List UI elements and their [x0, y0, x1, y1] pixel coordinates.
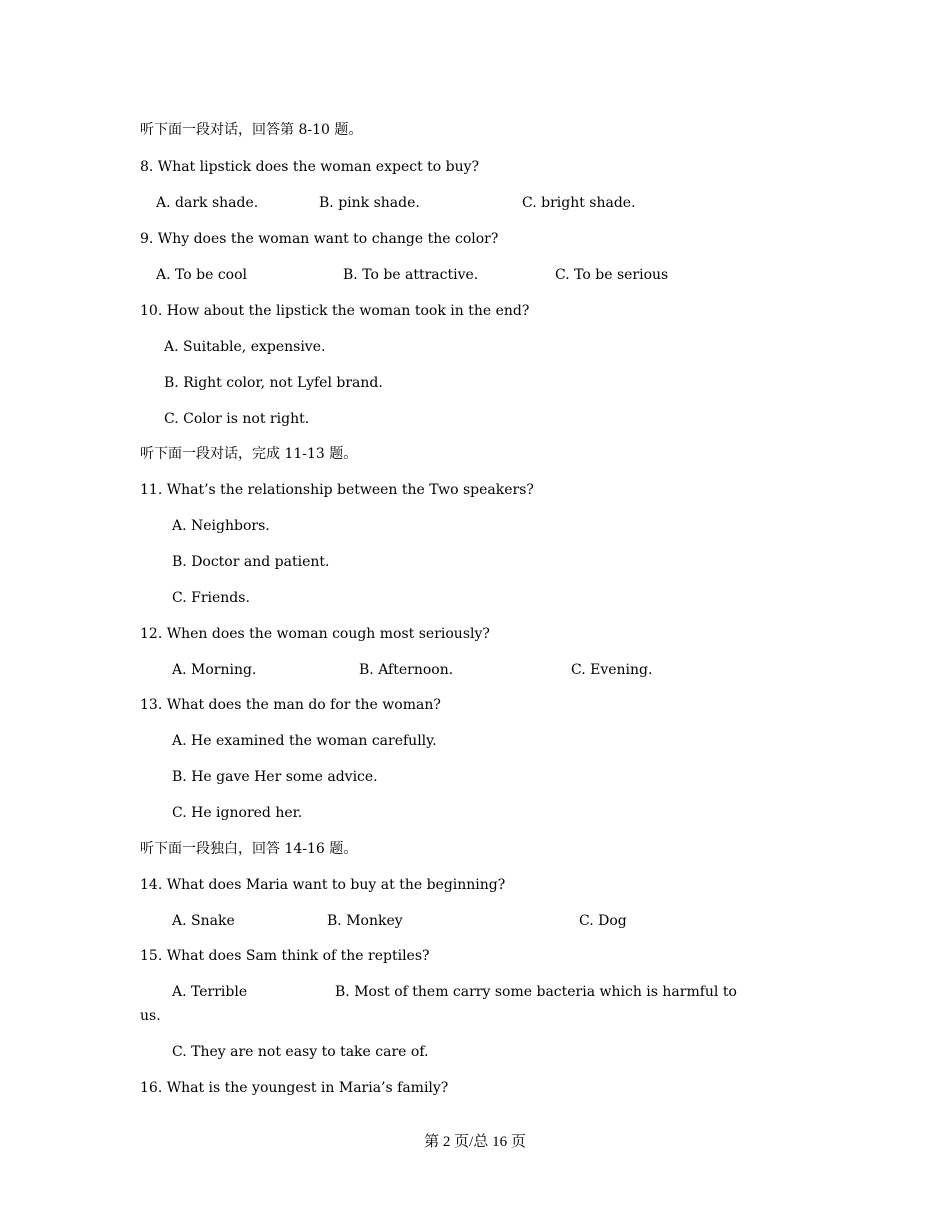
question-16: 16. What is the youngest in Maria’s family?	[140, 1080, 449, 1096]
q9-option-a: A. To be cool	[156, 267, 248, 283]
question-15: 15. What does Sam think of the reptiles?	[140, 948, 430, 964]
q12-option-c: C. Evening.	[571, 662, 653, 678]
q15-option-c: C. They are not easy to take care of.	[172, 1044, 429, 1060]
q14-option-a: A. Snake	[172, 913, 235, 929]
q14-option-c: C. Dog	[579, 913, 627, 929]
q11-option-a: A. Neighbors.	[172, 518, 270, 534]
q8-option-c: C. bright shade.	[522, 195, 636, 211]
q12-option-b: B. Afternoon.	[359, 662, 454, 678]
question-8: 8. What lipstick does the woman expect to buy?	[140, 159, 480, 175]
question-10: 10. How about the lipstick the woman took in the end?	[140, 303, 530, 319]
q8-option-a: A. dark shade.	[156, 195, 259, 211]
q10-option-a: A. Suitable, expensive.	[164, 339, 326, 355]
q12-option-a: A. Morning.	[172, 662, 257, 678]
page-footer: 第 2 页/总 16 页	[424, 1134, 526, 1150]
section-heading-14-16: 听下面一段独白，回答 14-16 题。	[140, 841, 358, 857]
section-heading-8-10: 听下面一段对话，回答第 8-10 题。	[140, 122, 363, 138]
q14-option-b: B. Monkey	[327, 913, 403, 929]
question-12: 12. When does the woman cough most seriously?	[140, 626, 490, 642]
q11-option-c: C. Friends.	[172, 590, 250, 606]
q13-option-a: A. He examined the woman carefully.	[172, 733, 437, 749]
q10-option-b: B. Right color, not Lyfel brand.	[164, 375, 383, 391]
question-9: 9. Why does the woman want to change the color?	[140, 231, 499, 247]
q15-option-b-continued: us.	[140, 1008, 161, 1024]
q10-option-c: C. Color is not right.	[164, 411, 310, 427]
q15-option-a: A. Terrible	[172, 984, 248, 1000]
q11-option-b: B. Doctor and patient.	[172, 554, 330, 570]
q9-option-c: C. To be serious	[555, 267, 669, 283]
section-heading-11-13: 听下面一段对话，完成 11-13 题。	[140, 446, 358, 462]
question-11: 11. What’s the relationship between the Two speakers?	[140, 482, 534, 498]
question-13: 13. What does the man do for the woman?	[140, 697, 441, 713]
q15-option-b: B. Most of them carry some bacteria which is harmful to	[335, 984, 737, 1000]
q8-option-b: B. pink shade.	[319, 195, 420, 211]
q9-option-b: B. To be attractive.	[343, 267, 479, 283]
question-14: 14. What does Maria want to buy at the beginning?	[140, 877, 506, 893]
q13-option-c: C. He ignored her.	[172, 805, 303, 821]
q13-option-b: B. He gave Her some advice.	[172, 769, 378, 785]
